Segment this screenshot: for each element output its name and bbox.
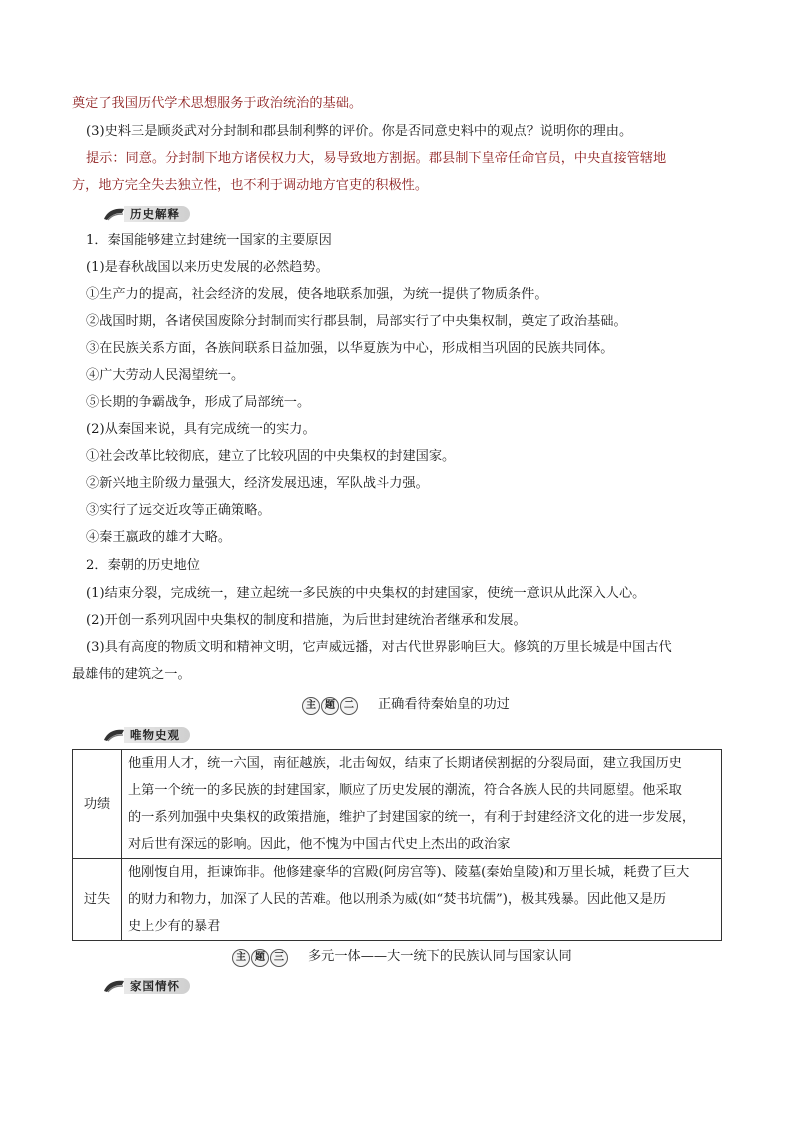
cell-line: 对后世有深远的影响。因此，他不愧为中国古代史上杰出的政治家 [128,837,511,852]
paragraph-line: ④广大劳动人民渴望统一。 [86,368,245,383]
paragraph-line: 2．秦朝的历史地位 [86,558,200,573]
cell-line: 的一系列加强中央集权的政策措施，维护了封建国家的统一，有利于封建经济文化的进一步发展， [128,810,696,825]
section-tag-family-country [102,976,212,996]
paragraph-line: (1)是春秋战国以来历史发展的必然趋势。 [86,260,329,275]
table-row [73,750,722,859]
topic-heading-2 [302,695,562,715]
section-tag-label: 历史解释 [124,206,190,222]
paragraph-line: ④秦王嬴政的雄才大略。 [86,530,232,545]
paragraph-line: (2)从秦国来说，具有完成统一的实力。 [86,422,316,437]
paragraph-line: (3)具有高度的物质文明和精神文明，它声威远播，对古代世界影响巨大。修筑的万里长城是中国古代 [86,640,672,655]
cell-line: 的财力和物力，加深了人民的苦难。他以刑杀为威(如“焚书坑儒”)，极其残暴。因此他又是历 [128,892,667,907]
paragraph-line: (2)开创一系列巩固中央集权的制度和措施，为后世封建统治者继承和发展。 [86,613,527,628]
paragraph-line: ①生产力的提高，社会经济的发展，使各地联系加强，为统一提供了物质条件。 [86,287,548,302]
section-tag-label: 家国情怀 [124,978,190,994]
topic-badge [232,947,288,967]
paragraph-line: ①社会改革比较彻底，建立了比较巩固的中央集权的封建国家。 [86,449,456,464]
hint-line: 提示：同意。分封制下地方诸侯权力大，易导致地方割据。郡县制下皇帝任命官员，中央直接管辖地 [86,151,667,166]
section-tag-label: 唯物史观 [124,727,190,743]
paragraph-line: ②战国时期，各诸侯国废除分封制而实行郡县制，局部实行了中央集权制，奠定了政治基础。 [86,314,627,329]
table-row [73,859,722,941]
hint-line: 方，地方完全失去独立性，也不利于调动地方官吏的积极性。 [72,178,429,193]
paragraph-line: (1)结束分裂，完成统一，建立起统一多民族的中央集权的封建国家，使统一意识从此深入人心。 [86,586,646,601]
merits-faults-table [72,749,722,941]
paragraph-line: 奠定了我国历代学术思想服务于政治统治的基础。 [72,96,363,111]
cell-line: 他重用人才，统一六国，南征越族，北击匈奴，结束了长期诸侯割据的分裂局面，建立我国历史 [128,756,682,771]
paragraph-line: ②新兴地主阶级力量强大，经济发展迅速，军队战斗力强。 [86,476,429,491]
paragraph-line: ③在民族关系方面，各族间联系日益加强，以华夏族为中心，形成相当巩固的民族共同体。 [86,341,614,356]
topic-badge [302,695,358,715]
topic-badge-char: 二 [340,697,358,715]
topic-title: 正确看待秦始皇的功过 [378,697,510,712]
topic-badge-char: 主 [232,949,250,967]
section-tag-materialism [102,725,212,745]
table-row-header: 功绩 [73,750,122,859]
topic-badge-char: 主 [302,697,320,715]
table-row-header: 过失 [73,859,122,941]
paragraph-line: 最雄伟的建筑之一。 [72,667,191,682]
cell-line: 上第一个统一的多民族的封建国家，顺应了历史发展的潮流，符合各族人民的共同愿望。他采取 [128,783,682,798]
question-line: (3)史料三是顾炎武对分封制和郡县制利弊的评价。你是否同意史料中的观点？说明你的理由。 [86,124,633,139]
topic-badge-char: 三 [270,949,288,967]
table-cell [122,750,722,859]
cell-line: 他刚愎自用，拒谏饰非。他修建豪华的宫殿(阿房宫等)、陵墓(秦始皇陵)和万里长城，耗费了巨大 [128,865,690,880]
paragraph-line: 1．秦国能够建立封建统一国家的主要原因 [86,233,332,248]
topic-badge-char: 题 [321,697,339,715]
topic-title: 多元一体——大一统下的民族认同与国家认同 [308,949,572,964]
cell-line: 史上少有的暴君 [128,919,221,934]
topic-badge-char: 题 [251,949,269,967]
paragraph-line: ③实行了远交近攻等正确策略。 [86,503,271,518]
section-tag-history [102,204,212,224]
table-cell [122,859,722,941]
paragraph-line: ⑤长期的争霸战争，形成了局部统一。 [86,395,311,410]
topic-heading-3 [232,947,632,967]
